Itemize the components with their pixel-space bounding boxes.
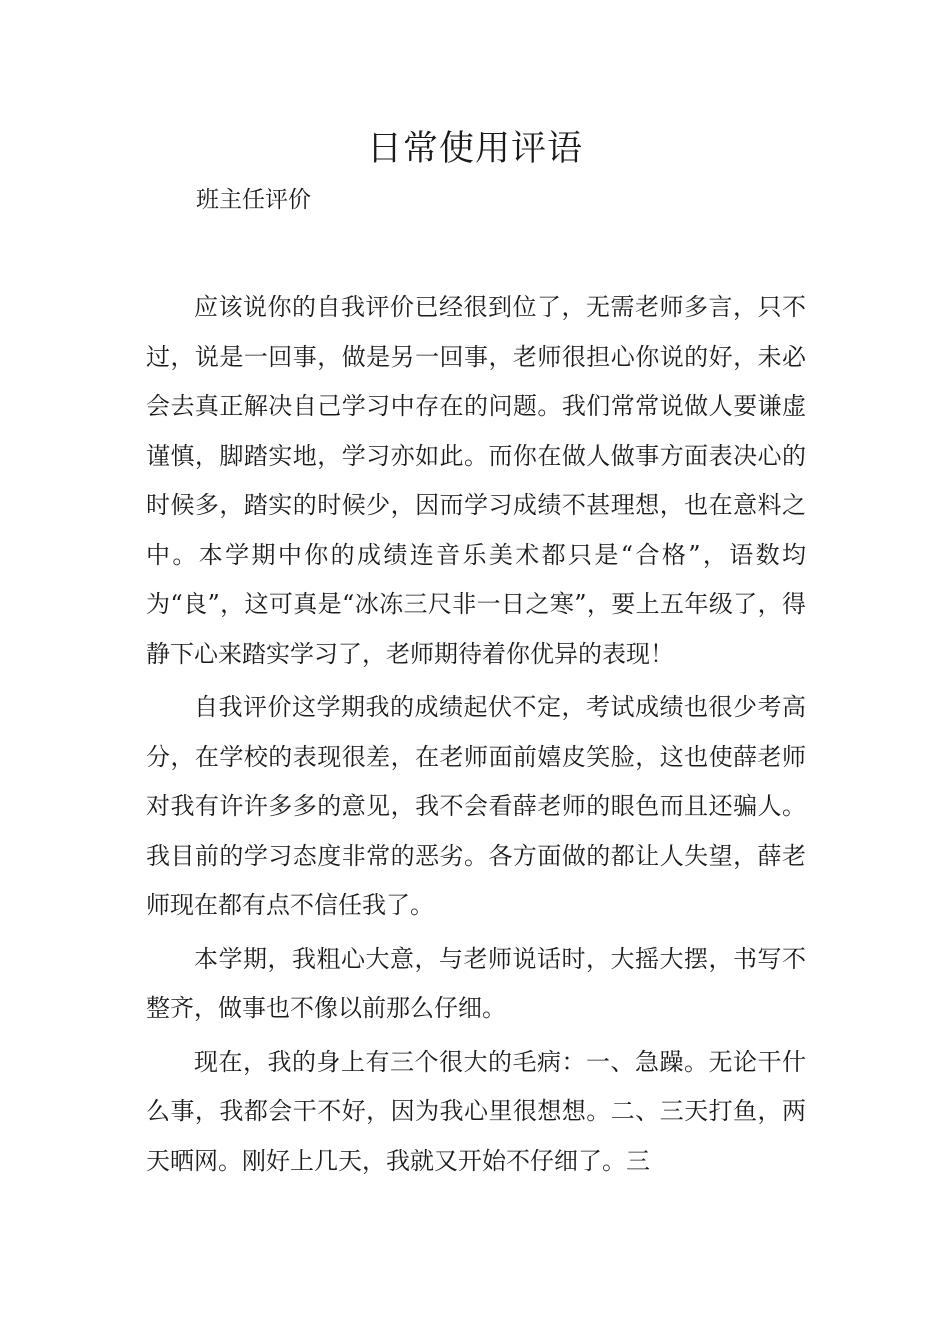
document-title: 日常使用评语 bbox=[366, 129, 583, 169]
paragraph-3: 本学期，我粗心大意，与老师说话时，大摇大摆，书写不整齐，做事也不像以前那么仔细。 bbox=[146, 944, 806, 1022]
paragraph-1: 应该说你的自我评价已经很到位了，无需老师多言，只不过，说是一回事，做是另一回事，老师很担心你说的好，未必会去真正解决自己学习中存在的问题。我们常常说做人要谦虚谨慎，脚踏实地，学习亦如此。而你在做人做事方面表决心的时候多，踏实的时候少，因而学习成绩不甚理想，也在意料之中。本学期中你的成绩连音乐美术都只是“合格”，语数均为“良”，这可真是“冰冻三尺非一日之寒”，要上五年级了，得静下心来踏实学习了，老师期待着你优异的表现！ bbox=[146, 293, 806, 668]
paragraph-2: 自我评价这学期我的成绩起伏不定，考试成绩也很少考高分，在学校的表现很差，在老师面前嬉皮笑脸，这也使薛老师对我有许许多多的意见，我不会看薛老师的眼色而且还骗人。我目前的学习态度非常的恶劣。各方面做的都让人失望，薛老师现在都有点不信任我了。 bbox=[146, 693, 806, 919]
document-subtitle: 班主任评价 bbox=[196, 187, 311, 213]
document-body bbox=[146, 283, 806, 1186]
paragraph-4: 现在，我的身上有三个很大的毛病：一、急躁。无论干什么事，我都会干不好，因为我心里很想想。二、三天打鱼，两天晒网。刚好上几天，我就又开始不仔细了。三 bbox=[146, 1047, 806, 1175]
